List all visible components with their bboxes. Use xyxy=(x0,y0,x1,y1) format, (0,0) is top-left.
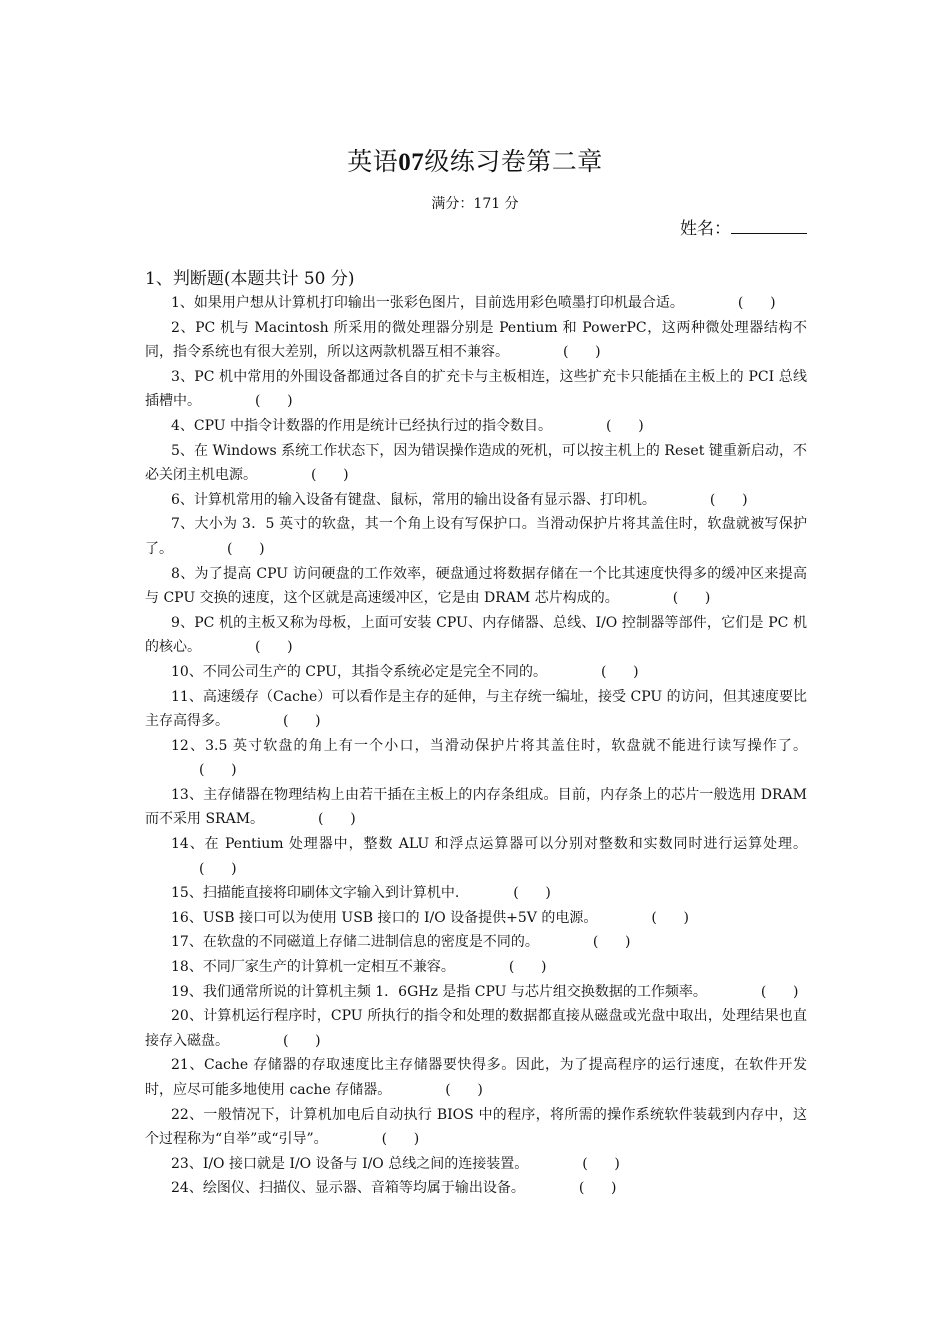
answer-parentheses[interactable]: ( ) xyxy=(709,491,748,508)
question-item xyxy=(145,881,807,906)
name-blank-line[interactable] xyxy=(731,217,807,234)
question-item xyxy=(145,832,807,881)
question-text: 19、我们通常所说的计算机主频 1．6GHz 是指 CPU 与芯片组交换数据的工作频率。 xyxy=(171,983,707,1000)
answer-parentheses[interactable]: ( ) xyxy=(227,540,265,557)
question-item xyxy=(145,1053,807,1102)
question-text: 24、绘图仪、扫描仪、显示器、音箱等均属于输出设备。 xyxy=(171,1180,525,1197)
answer-parentheses[interactable]: ( ) xyxy=(760,983,799,1000)
question-item xyxy=(145,1103,807,1152)
answer-parentheses[interactable]: ( ) xyxy=(381,1131,420,1148)
answer-parentheses[interactable]: ( ) xyxy=(592,934,631,951)
question-item xyxy=(145,291,807,316)
question-text: 4、CPU 中指令计数器的作用是统计已经执行过的指令数目。 xyxy=(171,417,553,434)
question-item xyxy=(145,980,807,1005)
question-item xyxy=(145,365,807,414)
question-text: 21、Cache 存储器的存取速度比主存储器要快得多。因此，为了提高程序的运行速度，在软件开发时，应尽可能多地使用 cache 存储器。 xyxy=(145,1057,807,1098)
section-heading: 1、判断题(本题共计 50 分) xyxy=(145,269,355,289)
question-item xyxy=(145,439,807,488)
question-item xyxy=(145,611,807,660)
answer-parentheses[interactable]: ( ) xyxy=(600,663,639,680)
answer-parentheses[interactable]: ( ) xyxy=(311,467,349,484)
name-field[interactable] xyxy=(680,214,807,239)
answer-parentheses[interactable]: ( ) xyxy=(199,860,237,877)
question-item xyxy=(145,660,807,685)
question-text: 7、大小为 3．5 英寸的软盘，其一个角上设有写保护口。当滑动保护片将其盖住时，软盘就被写保护了。 xyxy=(145,516,807,557)
question-text: 9、PC 机的主板又称为母板，上面可安装 CPU、内存储器、总线、I/O 控制器等部件，它们是 PC 机的核心。 xyxy=(145,614,807,656)
answer-parentheses[interactable]: ( ) xyxy=(563,344,601,361)
question-item xyxy=(145,488,807,513)
answer-parentheses[interactable]: ( ) xyxy=(578,1180,617,1197)
question-text: 20、计算机运行程序时，CPU 所执行的指令和处理的数据都直接从磁盘或光盘中取出，处理结果也直接存入磁盘。 xyxy=(145,1008,807,1049)
answer-parentheses[interactable]: ( ) xyxy=(606,417,644,434)
question-item xyxy=(145,734,807,783)
question-text: 1、如果用户想从计算机打印输出一张彩色图片，目前选用彩色喷墨打印机最合适。 xyxy=(171,295,684,311)
answer-parentheses[interactable]: ( ) xyxy=(199,762,237,779)
question-text: 5、在 Windows 系统工作状态下，因为错误操作造成的死机，可以按主机上的 Reset 键重新启动，不必关闭主机电源。 xyxy=(145,442,807,484)
name-label: 姓名： xyxy=(680,219,731,239)
question-text: 13、主存储器在物理结构上由若干插在主板上的内存条组成。目前，内存条上的芯片一般选用 DRAM 而不采用 SRAM。 xyxy=(145,786,807,828)
answer-parentheses[interactable]: ( ) xyxy=(737,295,776,311)
answer-parentheses[interactable]: ( ) xyxy=(318,811,356,828)
question-text: 18、不同厂家生产的计算机一定相互不兼容。 xyxy=(171,959,455,976)
answer-parentheses[interactable]: ( ) xyxy=(255,393,293,410)
question-item xyxy=(145,512,807,561)
answer-parentheses[interactable]: ( ) xyxy=(651,909,689,926)
question-text: 3、PC 机中常用的外围设备都通过各自的扩充卡与主板相连，这些扩充卡只能插在主板上的 PCI 总线插槽中。 xyxy=(145,368,807,410)
question-text: 16、USB 接口可以为使用 USB 接口的 I/O 设备提供+5V 的电源。 xyxy=(171,909,598,926)
answer-parentheses[interactable]: ( ) xyxy=(508,959,547,976)
question-text: 2、PC 机与 Macintosh 所采用的微处理器分别是 Pentium 和 PowerPC，这两种微处理器结构不同，指令系统也有很大差别，所以这两款机器互相不兼容。 xyxy=(145,319,807,361)
title-prefix: 英语 xyxy=(347,147,399,176)
total-score: 满分：171 分 xyxy=(431,196,519,212)
page-title xyxy=(0,142,950,178)
question-text: 17、在软盘的不同磁道上存储二进制信息的密度是不同的。 xyxy=(171,934,539,951)
question-text: 23、I/O 接口就是 I/O 设备与 I/O 总线之间的连接装置。 xyxy=(171,1155,529,1172)
answer-parentheses[interactable]: ( ) xyxy=(255,639,293,656)
question-text: 12、3.5 英寸软盘的角上有一个小口，当滑动保护片将其盖住时，软盘就不能进行读写操作了。 xyxy=(171,737,807,754)
answer-parentheses[interactable]: ( ) xyxy=(283,713,321,730)
question-text: 22、一般情况下，计算机加电后自动执行 BIOS 中的程序，将所需的操作系统软件装载到内存中，这个过程称为“自举”或“引导”。 xyxy=(145,1106,807,1148)
question-text: 8、为了提高 CPU 访问硬盘的工作效率，硬盘通过将数据存储在一个比其速度快得多的缓冲区来提高与 CPU 交换的速度，这个区就是高速缓冲区，它是由 DRAM 芯片构成的。 xyxy=(145,565,807,607)
title-suffix: 级练习卷第二章 xyxy=(424,147,603,176)
question-item xyxy=(145,1176,807,1201)
answer-parentheses[interactable]: ( ) xyxy=(582,1155,620,1172)
answer-parentheses[interactable]: ( ) xyxy=(283,1032,321,1049)
answer-parentheses[interactable]: ( ) xyxy=(672,590,711,607)
question-text: 15、扫描能直接将印刷体文字输入到计算机中. xyxy=(171,885,460,902)
question-item xyxy=(145,955,807,980)
question-item xyxy=(145,930,807,955)
question-item xyxy=(145,316,807,365)
question-text: 6、计算机常用的输入设备有键盘、鼠标，常用的输出设备有显示器、打印机。 xyxy=(171,491,656,508)
question-list xyxy=(145,291,807,1201)
question-text: 14、在 Pentium 处理器中，整数 ALU 和浮点运算器可以分别对整数和实数同时进行运算处理。 xyxy=(171,836,807,853)
question-item xyxy=(145,1152,807,1177)
answer-parentheses[interactable]: ( ) xyxy=(445,1082,483,1098)
question-text: 10、不同公司生产的 CPU，其指令系统必定是完全不同的。 xyxy=(171,663,547,680)
question-item xyxy=(145,562,807,611)
question-item xyxy=(145,906,807,931)
question-item xyxy=(145,685,807,734)
answer-parentheses[interactable]: ( ) xyxy=(513,885,551,902)
question-item xyxy=(145,414,807,439)
question-text: 11、高速缓存（Cache）可以看作是主存的延伸，与主存统一编址，接受 CPU 的访问，但其速度要比主存高得多。 xyxy=(145,688,807,730)
question-item xyxy=(145,1004,807,1053)
question-item xyxy=(145,783,807,832)
title-number: 07 xyxy=(398,149,425,176)
